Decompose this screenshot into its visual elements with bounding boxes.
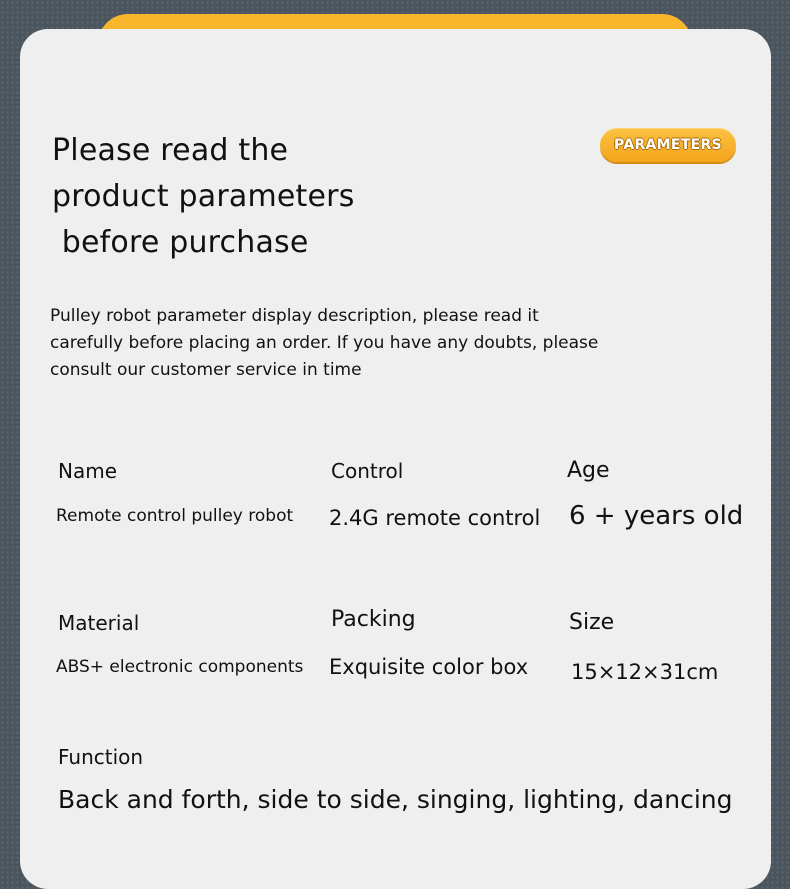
param-label-material: Material: [58, 611, 140, 635]
parameters-badge: PARAMETERS: [600, 128, 736, 162]
param-label-control: Control: [331, 459, 404, 483]
intro-line-1: Pulley robot parameter display description, please read it: [50, 306, 539, 326]
param-value-packing: Exquisite color box: [329, 655, 529, 679]
intro-line-2: carefully before placing an order. If you have any doubts, please: [50, 333, 599, 353]
param-label-function: Function: [58, 745, 144, 769]
intro-text: [50, 303, 610, 384]
param-value-name: Remote control pulley robot: [56, 506, 294, 526]
param-label-age: Age: [567, 458, 610, 483]
param-value-age: 6 + years old: [569, 501, 744, 531]
title-line-1: Please read the: [52, 133, 289, 168]
param-value-function: Back and forth, side to side, singing, lighting, dancing: [58, 785, 733, 814]
param-value-size: 15×12×31cm: [571, 660, 719, 684]
param-value-control: 2.4G remote control: [329, 506, 541, 530]
page-title: [52, 128, 355, 266]
param-label-name: Name: [58, 459, 118, 483]
intro-line-3: consult our customer service in time: [50, 360, 362, 380]
param-label-packing: Packing: [331, 607, 416, 632]
title-line-2: product parameters: [52, 179, 355, 214]
param-value-material: ABS+ electronic components: [56, 657, 304, 677]
title-line-3: before purchase: [52, 225, 309, 260]
param-label-size: Size: [569, 610, 615, 635]
